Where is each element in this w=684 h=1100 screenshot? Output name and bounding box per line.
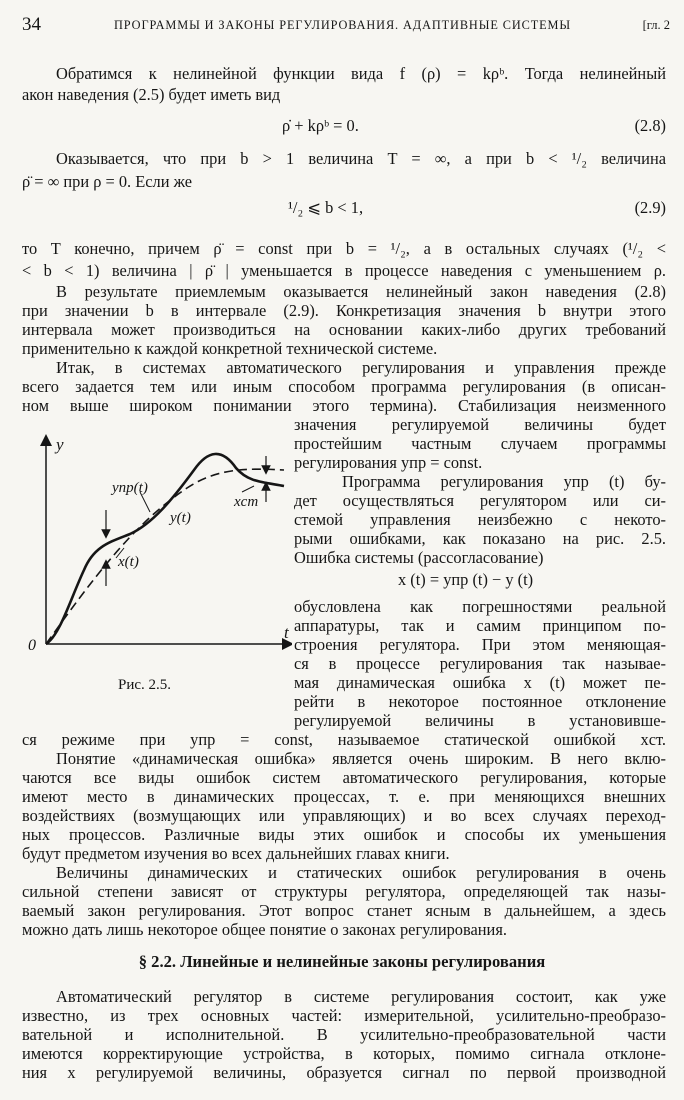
y-axis-label: y [56,435,64,454]
text-line: Итак, в системах автоматического регулирования и управления прежде [56,358,666,377]
text-line: ном выше широком понимании этого термина). Стабилизация неизменного [22,396,666,415]
text-line: В результате приемлемым оказывается нелинейный закон наведения (2.8) [56,282,666,301]
static-error-label: xст [234,494,259,510]
text-line: интервала может производиться на основании каких-либо других требований [22,320,666,339]
error-label: x(t) [118,554,139,570]
section-heading: § 2.2. Линейные и нелинейные законы регулирования [138,952,546,971]
text-line: рейти в некоторое постоянное отклонение [294,692,666,711]
text-line: Программа регулирования yпр (t) бу- [342,472,666,491]
text-line: < b < 1) величина | ρ̈ | уменьшается в процессе наведения с уменьшением ρ. [22,261,666,280]
text-line: вательной и исполнительной. В усилительно-преобразовательной части [22,1025,666,1044]
text-line: можно дать лишь некоторое общее понятие о законах регулирования. [22,920,507,939]
text-line: при значении b в интервале (2.9). Конкретизация значения b внутри этого [22,301,666,320]
output-label: y(t) [170,510,191,526]
text-line: строения регулятора. При этом меняющая- [294,635,666,654]
page-header [22,14,670,36]
text-line: воздействиях (возмущающих или управляющих) и во всех случаях переход- [22,806,666,825]
figure-2-5 [22,430,292,700]
text-line: имеют место в динамических процессах, т. е. при меняющихся внешних [22,787,666,806]
origin-label: 0 [28,637,36,654]
text-line: аппаратуры, так и самим принципом по- [294,616,666,635]
text-line: мая динамическая ошибка x (t) может пе- [294,673,666,692]
text-line: стемой управления неизбежно с некото- [294,510,666,529]
text-line: значения регулируемой величины будет [294,415,666,434]
text-line: Понятие «динамическая ошибка» является очень широким. В него вклю- [56,749,666,768]
text-line: известно, из трех основных частей: измерительной, усилительно-преобразо- [22,1006,666,1025]
page-number: 34 [22,14,41,35]
figure-caption: Рис. 2.5. [118,677,172,693]
text-line: регулируемой величины в установивше- [294,711,666,730]
text-line: Автоматический регулятор в системе регулирования состоит, как уже [56,987,666,1006]
text-line: то T конечно, причем ρ̈ = const при b = ¹/₂, а в остальных случаях (¹/₂ < [22,239,666,258]
text-line: ся в процессе регулирования так называе- [294,654,666,673]
text-line: имеются корректирующие устройства, в которых, помимо сигнала отклоне- [22,1044,666,1063]
text-line: рыми ошибками, как показано на рис. 2.5. [294,529,666,548]
text-line: Ошибка системы (рассогласование) [294,548,544,567]
equation-2-9: ¹/₂ ⩽ b < 1, [288,198,364,217]
running-title: ПРОГРАММЫ И ЗАКОНЫ РЕГУЛИРОВАНИЯ. АДАПТИВНЫЕ СИСТЕМЫ [114,18,571,32]
text-line: дет осуществляться регулятором или си- [294,491,666,510]
text-line: ваемый закон регулирования. Этот вопрос станет ясным в дальнейшем, а здесь [22,901,666,920]
text-line: простейшим частным случаем программы [294,434,666,453]
text-line: будут предметом изучения во всех дальнейших главах книги. [22,844,450,863]
leader-static [242,486,254,492]
equation-number-2-8: (2.8) [634,116,666,135]
text-line: всего задается тем или иным способом программа регулирования (в описан- [22,377,666,396]
text-line: регулирования yпр = const. [294,453,483,472]
text-line: Оказывается, что при b > 1 величина T = ∞, а при b < ¹/₂ величина [56,149,666,168]
text-line: сильной степени зависят от структуры регулятора, определяющей так назы- [22,882,666,901]
text-line: обусловлена как погрешностями реальной [294,597,666,616]
text-line: ных процессов. Различные виды этих ошибок и способы их уменьшения [22,825,666,844]
text-line: акон наведения (2.5) будет иметь вид [22,85,281,104]
error-equation: x (t) = yпр (t) − y (t) [398,570,534,589]
equation-2-8: ρ̇ + kρᵇ = 0. [282,116,359,135]
output-curve [46,454,284,644]
t-axis-label: t [284,623,289,642]
text-line: ρ̈ = ∞ при ρ = 0. Если же [22,172,192,191]
equation-number-2-9: (2.9) [634,198,666,217]
chapter-marker: [гл. 2 [642,18,670,32]
text-line: Величины динамических и статических ошибок регулирования в очень [56,863,666,882]
program-label: yпр(t) [112,480,148,496]
text-line: ния x регулируемой величины, образуется сигнал по первой производной [22,1063,666,1082]
text-line: чаются все виды ошибок систем автоматического регулирования, которые [22,768,666,787]
text-line: Обратимся к нелинейной функции вида f (ρ) = kρᵇ. Тогда нелинейный [56,64,666,83]
text-line: ся режиме при yпр = const, называемое статической ошибкой xст. [22,730,666,749]
text-line: применительно к каждой конкретной технической системе. [22,339,438,358]
